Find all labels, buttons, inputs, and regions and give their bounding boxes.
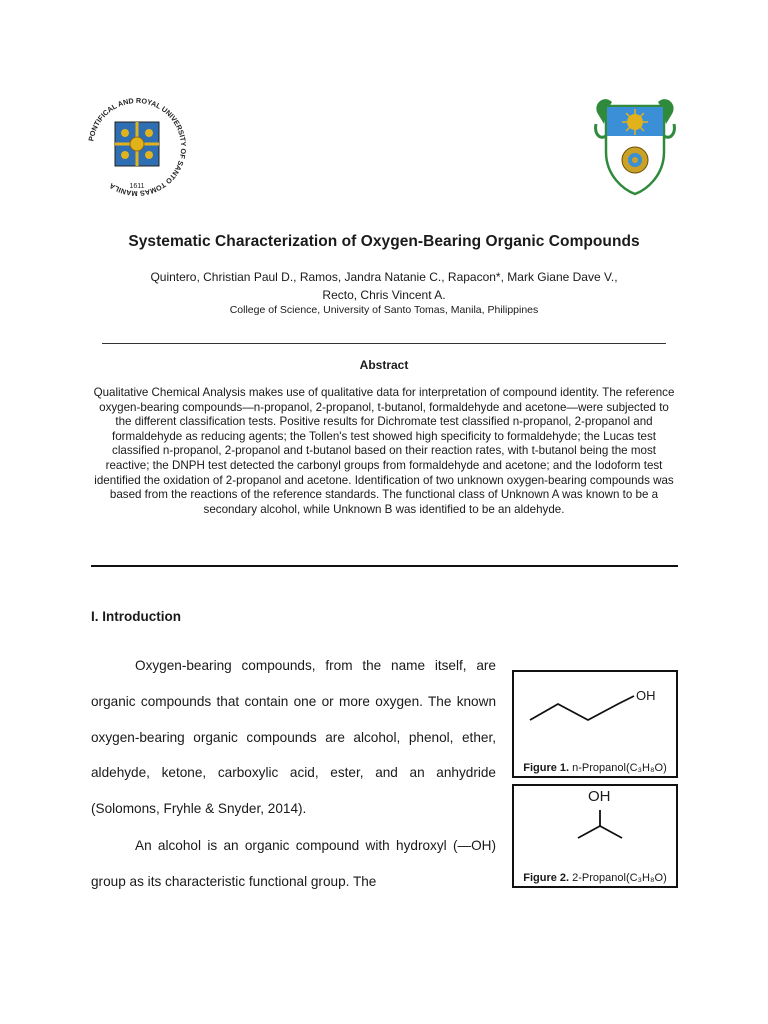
figure-1-label: Figure 1. bbox=[523, 762, 570, 774]
section-heading-introduction: I. Introduction bbox=[91, 609, 181, 624]
figure-1-caption bbox=[514, 762, 676, 774]
figure-2-caption-text: 2-Propanol(C₃H₈O) bbox=[572, 872, 667, 884]
header-divider bbox=[102, 343, 666, 344]
affiliation: College of Science, University of Santo Tomas, Manila, Philippines bbox=[229, 304, 539, 316]
figure-2-label: Figure 2. bbox=[523, 872, 570, 884]
abstract-heading: Abstract bbox=[359, 358, 409, 372]
n-propanol-structure bbox=[514, 672, 676, 752]
intro-paragraph-2 bbox=[91, 828, 496, 900]
figure-1-caption-text: n-Propanol(C₃H₈O) bbox=[572, 762, 667, 774]
ust-seal-logo bbox=[82, 92, 192, 202]
seal-year: 1611 bbox=[129, 183, 145, 190]
abstract-text: Qualitative Chemical Analysis makes use of qualitative data for interpretation of compound identity. The reference oxygen-bearing compounds—n-propanol, 2-propanol, t-butanol, formaldehyde and acetone—were subjected to the different classification tests. Positive results for Dichromate test classified n-propanol, 2-propanol and formaldehyde as reducing agents; the Tollen's test showed high specificity to formaldehyde; the Lucas test classified n-propanol, 2-propanol and t-butanol based on their reaction rates, with t-butanol being the most reactive; the DNPH test detected the carbonyl groups from formaldehyde and acetone; and the Iodoform test identified the oxidation of 2-propanol and acetone. Identification of two unknown oxygen-bearing compounds was based from the reactions of the reference standards. The functional class of Unknown A was known to be a secondary alcohol, while Unknown B was identified to be an aldehyde. bbox=[93, 386, 675, 516]
figure-1-oh-label: OH bbox=[636, 688, 656, 703]
figure-1-box bbox=[512, 670, 678, 778]
author-list bbox=[60, 268, 708, 304]
paper-title: Systematic Characterization of Oxygen-Bearing Organic Compounds bbox=[128, 233, 640, 250]
abstract-divider bbox=[91, 565, 678, 567]
author-line-1: Quintero, Christian Paul D., Ramos, Jandra Natanie C., Rapacon*, Mark Giane Dave V., bbox=[150, 270, 618, 284]
figure-2-oh-label: OH bbox=[588, 788, 611, 805]
college-crest-logo bbox=[590, 90, 680, 198]
author-line-2: Recto, Chris Vincent A. bbox=[322, 288, 446, 302]
intro-paragraph-1-text: Oxygen-bearing compounds, from the name itself, are organic compounds that contain one or more oxygen. The known oxygen-bearing organic compounds are alcohol, phenol, ether, aldehyde, ketone, carboxylic acid, ester, and an anhydride (Solomons, Fryhle & Snyder, 2014). bbox=[91, 658, 496, 817]
seal-ring-text: PONTIFICAL AND ROYAL UNIVERSITY OF SANTO TOMAS MANILA bbox=[86, 95, 189, 199]
figure-2-box bbox=[512, 784, 678, 888]
intro-paragraph-1 bbox=[91, 648, 496, 827]
figure-2-caption bbox=[514, 872, 676, 884]
intro-paragraph-2-text: An alcohol is an organic compound with hydroxyl (—OH) group as its characteristic functional group. The bbox=[91, 838, 496, 889]
